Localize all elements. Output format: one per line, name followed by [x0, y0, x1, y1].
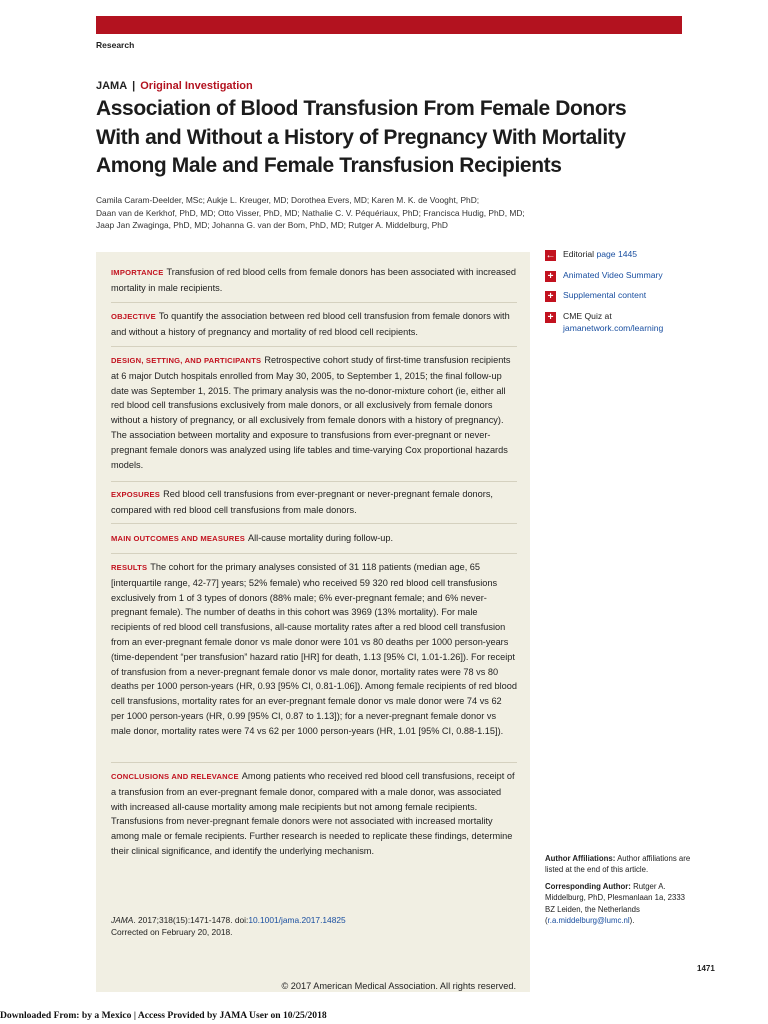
divider: [111, 523, 517, 524]
section-heading: IMPORTANCE: [111, 268, 164, 277]
section-text: All-cause mortality during follow-up.: [248, 533, 394, 543]
editorial-item[interactable]: [545, 248, 695, 261]
citation-line: [111, 914, 517, 926]
abstract-results: [111, 560, 517, 739]
abstract-exposures: [111, 487, 517, 518]
abstract-outcomes: [111, 531, 517, 547]
author-line: Daan van de Kerkhof, PhD, MD; Otto Visser, PhD, MD; Nathalie C. V. Péquériaux, PhD; Francisca Hudig, PhD, MD;: [96, 207, 525, 218]
divider: [111, 481, 517, 482]
corr-text: Rutger A. Middelburg, PhD, Plesmanlaan 1a, 2333 BZ Leiden, the Netherlands: [545, 881, 685, 914]
author-affiliations: [545, 853, 695, 876]
section-text: The cohort for the primary analyses consisted of 31 118 patients (median age, 65 [interquartile range, 42-77] years; 52% female) who received 59 320 red blood cell transfusions exclusively from 1 of 3 types of donors (88% male; 6% ever-pregnant female; and 6% never-pregnant female). The number of deaths in this cohort was 3969 (13% mortality). For male recipients of red blood cell transfusions, all-cause mortality rates after a red blood cell transfusion from an ever-pregnant female donor vs male donor were 101 vs 80 deaths per 1000 person-years (time-dependent “per transfusion” hazard ratio [HR] for death, 1.13 [95% CI, 1.01-1.26]). For receipt of transfusion from a never-pregnant female donor vs male donor, mortality rates were 78 vs 80 deaths per 1000 person-years (HR, 0.93 [95% CI, 0.81-1.06]). Among female recipients of red blood cell transfusions, mortality rates for an ever-pregnant female donor vs male donor were 74 vs 62 per 1000 person-years (HR, 0.99 [95% CI, 0.87 to 1.13]); for a never-pregnant female donor vs male donor, mortality rates were 74 vs 62 per 1000 person-years (HR, 1.01 [95% CI, 0.88-1.15]).: [111, 562, 518, 736]
section-heading: CONCLUSIONS AND RELEVANCE: [111, 772, 239, 781]
corresponding-author: Corresponding Author: Rutger A. Middelburg, PhD, Plesmanlaan 1a, 2333 BZ Leiden, the Netherlands (r.a.middelburg@lumc.nl).: [545, 881, 685, 926]
copyright: © 2017 American Medical Association. All rights reserved.: [281, 981, 516, 991]
section-label: Research: [96, 40, 135, 50]
divider: [111, 762, 517, 763]
abstract-conclusions: [111, 769, 517, 859]
plus-icon: +: [545, 291, 556, 302]
section-heading: OBJECTIVE: [111, 312, 156, 321]
journal-separator: |: [132, 80, 136, 92]
journal-line: [96, 80, 253, 92]
cme-link[interactable]: jamanetwork.com/learning: [563, 323, 664, 333]
cme-label: CME Quiz: [563, 310, 603, 321]
affiliations: [545, 853, 695, 931]
correction-note: Corrected on February 20, 2018.: [111, 927, 233, 937]
section-text: Red blood cell transfusions from ever-pregnant or never-pregnant female donors, compared with red blood cell transfusions from male donors.: [111, 489, 493, 515]
cme-at: at: [604, 310, 612, 321]
editorial-link[interactable]: page 1445: [596, 249, 638, 259]
section-heading: MAIN OUTCOMES AND MEASURES: [111, 534, 246, 543]
supplemental-link[interactable]: Supplemental content: [563, 290, 647, 300]
divider: [111, 302, 517, 303]
video-summary-item[interactable]: [545, 269, 695, 282]
author-list: [96, 194, 556, 232]
header-bar: [96, 16, 682, 34]
article-type: Original Investigation: [140, 80, 253, 92]
video-summary-link[interactable]: Animated Video Summary: [563, 269, 663, 280]
aff-text: Author affiliations are listed at the end of this article.: [545, 854, 691, 875]
sidebar: [545, 248, 695, 343]
arrow-left-icon: ←: [545, 250, 556, 261]
abstract-objective: [111, 309, 517, 340]
aff-heading: Author Affiliations:: [545, 854, 616, 863]
citation-journal: JAMA: [111, 915, 134, 925]
download-footer: Downloaded From: by a Mexico | Access Provided by JAMA User on 10/25/2018: [0, 1010, 327, 1021]
divider: [111, 553, 517, 554]
page-number: 1471: [697, 964, 715, 973]
divider: [111, 346, 517, 347]
section-text: Retrospective cohort study of first-time transfusion recipients at 6 major Dutch hospitals enrolled from May 30, 2005, to September 1, 2015; the final follow-up date was September 1, 2015. The primary analysis was the no-donor-mixture cohort (ie, either all red blood cell transfusions exclusively from male donors, or all exclusively from female donors without a history of pregnancy, or all exclusively from female donors with a history of pregnancy). The association between mortality and exposure to transfusions from ever-pregnant or never-pregnant female donors was analyzed using life tables and time-varying Cox proportional hazards models.: [111, 355, 511, 470]
section-heading: EXPOSURES: [111, 490, 161, 499]
author-line: Jaap Jan Zwaginga, PhD, MD; Johanna G. van der Bom, PhD, MD; Rutger A. Middelburg, PhD: [96, 220, 448, 231]
plus-icon: +: [545, 271, 556, 282]
article-title: Association of Blood Transfusion From Female Donors With and Without a History of Pregnancy With Mortality Among Male and Female Transfusion Recipients: [96, 97, 627, 177]
journal-name: JAMA: [96, 80, 128, 92]
section-text: To quantify the association between red blood cell transfusion from female donors with and without a history of pregnancy and mortality of red blood cell recipients.: [111, 311, 510, 337]
citation-ref: . 2017;318(15):1471-1478. doi:: [133, 915, 249, 925]
abstract-box: [96, 252, 530, 992]
section-text: Transfusion of red blood cells from female donors has been associated with increased mortality in male recipients.: [111, 267, 516, 293]
author-line: Camila Caram-Deelder, MSc; Aukje L. Kreuger, MD; Dorothea Evers, MD; Karen M. K. de Vooght, PhD;: [96, 195, 480, 205]
abstract-design: [111, 353, 517, 472]
citation: [111, 914, 517, 938]
abstract-importance: [111, 265, 517, 296]
plus-icon: +: [545, 312, 556, 323]
section-heading: RESULTS: [111, 563, 148, 572]
section-heading: DESIGN, SETTING, AND PARTICIPANTS: [111, 356, 262, 365]
corr-heading: Corresponding Author:: [545, 881, 631, 891]
doi-link[interactable]: 10.1001/jama.2017.14825: [248, 915, 346, 925]
cme-quiz-item[interactable]: [545, 310, 695, 335]
supplemental-item[interactable]: [545, 289, 695, 302]
email-link[interactable]: r.a.middelburg@lumc.nl: [547, 916, 630, 926]
section-text: Among patients who received red blood cell transfusions, receipt of a transfusion from an ever-pregnant female donor, compared with a male donor, was associated with increased all-cause mortality among male recipients but not among female recipients. Transfusions from never-pregnant female donors were not associated with increased mortality among male or female recipients. Further research is needed to replicate these findings, determine their clinical significance, and identify the underlying mechanism.: [111, 771, 515, 856]
editorial-label: Editorial: [563, 249, 595, 259]
